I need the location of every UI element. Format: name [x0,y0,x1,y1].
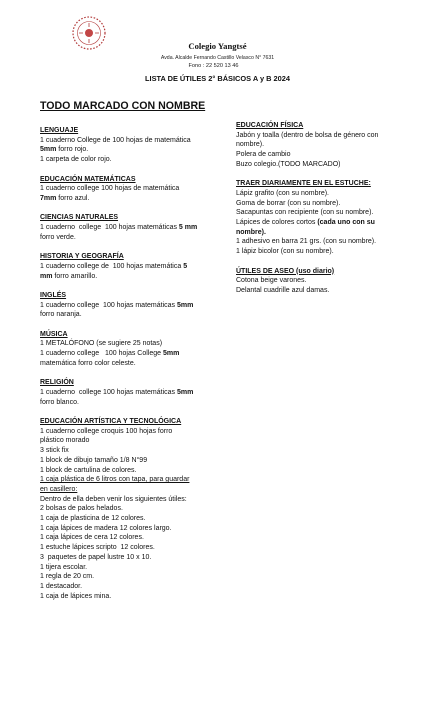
list-item: 3 paquetes de papel lustre 10 x 10. [40,553,152,561]
list-item: forro verde. [40,233,76,241]
section-title: EDUCACIÓN ARTÍSTICA Y TECNOLÓGICA [40,417,182,425]
list-item: Buzo colegio.(TODO MARCADO) [236,160,341,168]
section-matematicas [40,175,220,204]
section-title: HISTORIA Y GEOGRAFÍA [40,253,124,261]
list-item: 5mm forro rojo. [40,146,89,154]
list-item: 1 block de dibujo tamaño 1/8 N°99 [40,456,148,464]
list-item: Sacapuntas con recipiente (con su nombre). [236,209,374,217]
section-ciencias [40,213,220,242]
school-address: Avda. Alcalde Fernando Castillo Velasco N° 7631 [160,55,275,61]
section-title: ÚTILES DE ASEO (uso diario) [236,267,335,275]
list-item: 1 regla de 20 cm. [40,573,95,581]
list-item: en casillero: [40,485,78,493]
list-item: 1 lápiz bicolor (con su nombre). [236,248,334,256]
section-estuche [236,179,406,257]
list-item: 1 cuaderno college de 100 hojas matemática 5 [40,262,188,270]
list-item: 1 cuaderno college croquis 100 hojas forro [40,427,173,435]
list-item: 1 cuaderno college 100 hojas College 5mm [40,350,180,358]
section-title: RELIGIÓN [40,379,74,387]
list-item: Cotona beige varones. [236,277,307,285]
list-item: 1 cuaderno college 100 hojas matemáticas 5 mm [40,224,198,231]
left-column [40,126,220,611]
list-item: plástico morado [40,437,90,445]
list-item: matemática forro color celeste. [40,359,136,367]
list-item: 1 cuaderno college 100 hojas matemáticas 5mm [40,301,194,309]
school-name: Colegio Yangtsé [188,41,247,51]
list-item: Dentro de ella deben venir los siguientes útiles: [40,495,187,503]
list-item: 1 caja lápices de cera 12 colores. [40,534,144,542]
section-historia [40,252,220,281]
section-lenguaje [40,126,220,165]
list-item: 1 estuche lápices scripto 12 colores. [40,544,155,552]
list-item: mm forro amarillo. [40,272,98,280]
main-title: TODO MARCADO CON NOMBRE [40,100,206,112]
section-title: EDUCACIÓN MATEMÁTICAS [40,175,136,183]
section-title: INGLÉS [40,291,67,299]
section-musica [40,330,220,369]
list-item: 1 cuaderno college 100 hojas de matemática [40,185,180,193]
list-item: 1 cuaderno college 100 hojas matemáticas 5mm [40,388,194,396]
section-title: LENGUAJE [40,127,79,134]
list-item: 1 tijera escolar. [40,563,88,571]
section-title: TRAER DIARIAMENTE EN EL ESTUCHE: [236,180,371,188]
list-item: Lápices de colores cortos (cada uno con su [236,219,375,227]
section-ingles [40,291,220,320]
section-educacion-fisica [236,121,406,170]
list-item: 1 block de cartulina de colores. [40,466,137,474]
list-item: 3 stick fix [40,447,69,455]
section-artistica [40,417,220,601]
list-item: nombre). [236,141,265,149]
list-item: nombre). [236,228,266,236]
list-item: 2 bolsas de palos helados. [40,505,123,513]
list-item: 1 destacador. [40,582,83,590]
list-item: 1 cuaderno College de 100 hojas de matemática [40,136,191,144]
list-item: 1 METALÓFONO (se sugiere 25 notas) [40,340,163,348]
list-item: 1 caja de plasticina de 12 colores. [40,515,146,523]
list-item: 1 caja lápices de madera 12 colores largo. [40,524,172,532]
section-title: CIENCIAS NATURALES [40,214,119,222]
list-item: Lápiz grafito (con su nombre). [236,189,329,197]
list-item: 1 caja plástica de 6 litros con tapa, para guardar [40,476,190,484]
list-title: LISTA DE ÚTILES 2° BÁSICOS A y B 2024 [145,74,290,83]
list-item: Jabón y toalla (dentro de bolsa de género con [236,131,379,139]
list-item: 1 adhesivo en barra 21 grs. (con su nombre). [236,238,377,246]
school-phone: Fono : 22 520 13 46 [188,63,239,69]
list-item: 1 carpeta de color rojo. [40,156,112,164]
list-item: 1 caja de lápices mina. [40,592,112,600]
section-title: MÚSICA [40,330,68,338]
section-title: EDUCACIÓN FÍSICA [236,122,304,129]
section-religion [40,378,220,407]
list-item: Goma de borrar (con su nombre). [236,199,341,207]
list-item: Polera de cambio [236,151,291,159]
list-item: forro blanco. [40,398,79,406]
section-aseo [236,267,406,296]
list-item: 7mm forro azul. [40,194,90,202]
list-item: forro naranja. [40,311,82,319]
list-item: Delantal cuadrille azul damas. [236,286,330,294]
right-column [236,121,406,305]
